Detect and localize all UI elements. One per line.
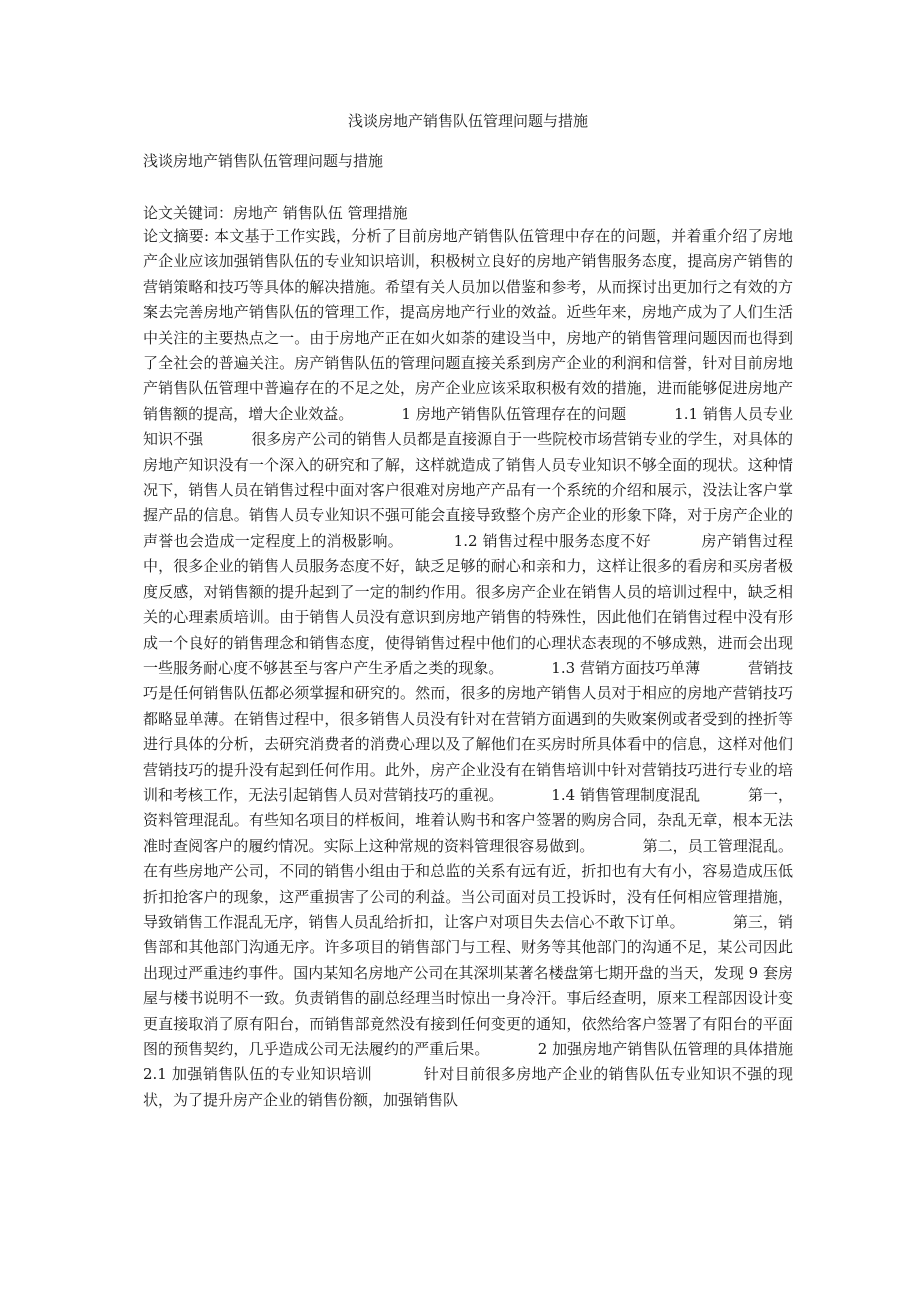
document-page (143, 110, 841, 1113)
document-subtitle: 浅谈房地产销售队伍管理问题与措施 (143, 152, 384, 170)
keywords-line: 论文关键词：房地产 销售队伍 管理措施 (143, 204, 408, 222)
document-title: 浅谈房地产销售队伍管理问题与措施 (347, 112, 588, 130)
body-text: 论文摘要: 本文基于工作实践，分析了目前房地产销售队伍管理中存在的问题，并着重介绍了房地产企业应该加强销售队伍的专业知识培训，积极树立良好的房地产销售服务态度，提高房产销售的营销策略和技巧等具体的解决措施。希望有关人员加以借鉴和参考，从而探讨出更加行之有效的方案去完善房地产销售队伍的管理工作，提高房地产行业的效益。近些年来，房地产成为了人们生活中关注的主要热点之一。由于房地产正在如火如荼的建设当中，房地产的销售管理问题因而也得到了全社会的普遍关注。房产销售队伍的管理问题直接关系到房产企业的利润和信誉，针对目前房地产销售队伍管理中普遍存在的不足之处，房产企业应该采取积极有效的措施，进而能够促进房地产销售额的提高，增大企业效益。 1 房地产销售队伍管理存在的问题 1.1 销售人员专业知识不强 很多房产公司的销售人员都是直接源自于一些院校市场营销专业的学生，对具体的房地产知识没有一个深入的研究和了解，这样就造成了销售人员专业知识不够全面的现状。这种情况下，销售人员在销售过程中面对客户很难对房地产产品有一个系统的介绍和展示，没法让客户掌握产品的信息。销售人员专业知识不强可能会直接导致整个房产企业的形象下降，对于房产企业的声誉也会造成一定程度上的消极影响。 1.2 销售过程中服务态度不好 房产销售过程中，很多企业的销售人员服务态度不好，缺乏足够的耐心和亲和力，这样让很多的看房和买房者极度反感，对销售额的提升起到了一定的制约作用。很多房产企业在销售人员的培训过程中，缺乏相关的心理素质培训。由于销售人员没有意识到房地产销售的特殊性，因此他们在销售过程中没有形成一个良好的销售理念和销售态度，使得销售过程中他们的心理状态表现的不够成熟，进而会出现一些服务耐心度不够甚至与客户产生矛盾之类的现象。 1.3 营销方面技巧单薄 营销技巧是任何销售队伍都必须掌握和研究的。然而，很多的房地产销售人员对于相应的房地产营销技巧都略显单薄。在销售过程中，很多销售人员没有针对在营销方面遇到的失败案例或者受到的挫折等进行具体的分析，去研究消费者的消费心理以及了解他们在买房时所具体看中的信息，这样对他们营销技巧的提升没有起到任何作用。此外，房产企业没有在销售培训中针对营销技巧进行专业的培训和考核工作，无法引起销售人员对营销技巧的重视。 1.4 销售管理制度混乱 第一，资料管理混乱。有些知名项目的样板间，堆着认购书和客户签署的购房合同，杂乱无章，根本无法准时查阅客户的履约情况。实际上这种常规的资料管理很容易做到。 第二，员工管理混乱。在有些房地产公司，不同的销售小组由于和总监的关系有远有近，折扣也有大有小，容易造成压低折扣抢客户的现象，这严重损害了公司的利益。当公司面对员工投诉时，没有任何相应管理措施，导致销售工作混乱无序，销售人员乱给折扣，让客户对项目失去信心不敢下订单。 第三，销售部和其他部门沟通无序。许多项目的销售部门与工程、财务等其他部门的沟通不足，某公司因此出现过严重违约事件。国内某知名房地产公司在其深圳某著名楼盘第七期开盘的当天，发现 9 套房屋与楼书说明不一致。负责销售的副总经理当时惊出一身冷汗。事后经查明，原来工程部因设计变更直接取消了原有阳台，而销售部竟然没有接到任何变更的通知，依然给客户签署了有阳台的平面图的预售契约，几乎造成公司无法履约的严重后果。 2 加强房地产销售队伍管理的具体措施 2.1 加强销售队伍的专业知识培训 针对目前很多房地产企业的销售队伍专业知识不强的现状，为了提升房产企业的销售份额，加强销售队 (143, 227, 841, 1109)
